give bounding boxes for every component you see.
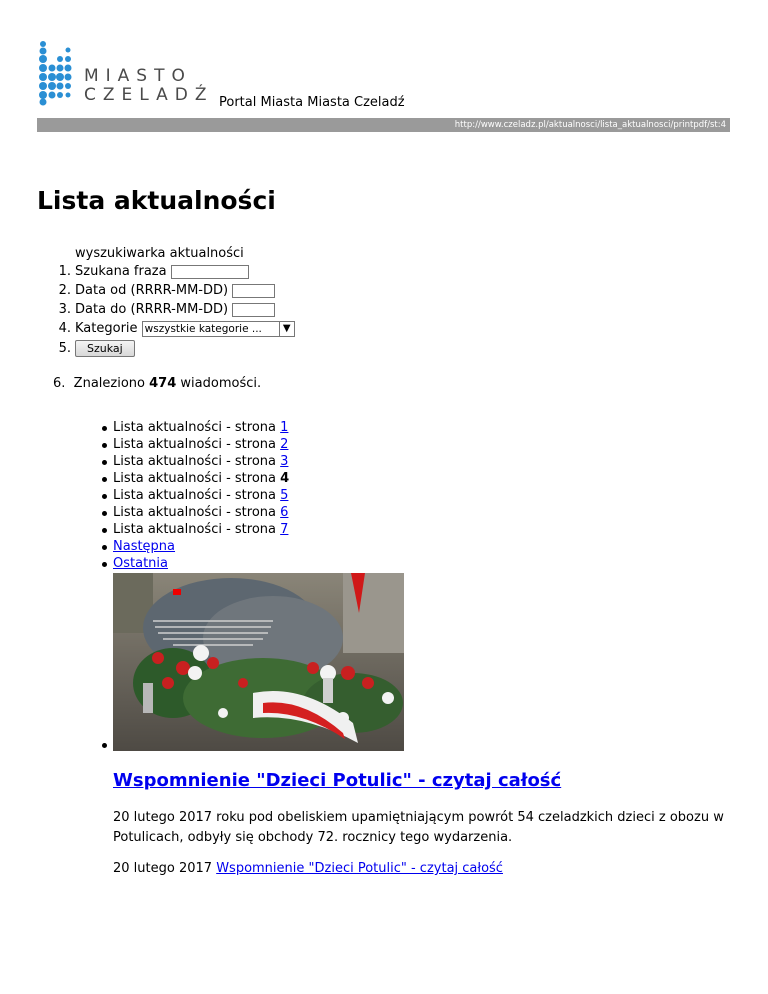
page-item (113, 538, 289, 555)
news-summary: 20 lutego 2017 roku pod obeliskiem upamiętniającym powrót 54 czeladzkich dzieci z obozu w Potulicach, odbyły się obchody 72. rocznicy tego wydarzenia. (113, 810, 724, 845)
search-button[interactable]: Szukaj (75, 340, 135, 357)
date-from-input[interactable] (232, 284, 275, 298)
date-from-label: Data od (RRRR-MM-DD) (75, 283, 229, 298)
page-item: Lista aktualności - strona 1 (113, 420, 289, 435)
dropdown-arrow-icon: ▼ (279, 321, 294, 337)
page-link-3[interactable]: 3 (280, 454, 289, 469)
page-item: Lista aktualności - strona 7 (113, 522, 289, 537)
news-title-link[interactable]: Wspomnienie "Dzieci Potulic" - czytaj całość (113, 770, 562, 791)
page-link-1[interactable]: 1 (280, 420, 289, 435)
logo-dots-icon (38, 40, 78, 106)
submit-row: 5. Szukaj (75, 338, 475, 360)
page-link-6[interactable]: 6 (280, 505, 289, 520)
search-phrase-input[interactable] (171, 265, 249, 279)
last-page-link[interactable]: Ostatnia (113, 556, 168, 571)
logo-text (84, 68, 213, 104)
search-caption: wyszukiwarka aktualności (75, 246, 244, 261)
portal-title: Portal Miasta Miasta Czeladź (219, 95, 405, 110)
news-title (113, 770, 561, 791)
search-phrase-label: Szukana fraza (75, 264, 167, 279)
page-url: http://www.czeladz.pl/aktualnosci/lista_aktualnosci/printpdf/st:4 (37, 118, 730, 132)
results-number: 474 (149, 376, 177, 391)
page-item: Lista aktualności - strona 6 (113, 505, 289, 520)
page-item: Lista aktualności - strona 3 (113, 454, 289, 469)
category-label: Kategorie (75, 321, 138, 336)
search-form (58, 246, 291, 356)
news-bullet (102, 743, 107, 748)
current-page: 4 (280, 471, 290, 486)
date-to-row: 3. Data do (RRRR-MM-DD) (75, 300, 475, 319)
category-select[interactable]: wszystkie kategorie ... ▼ (142, 321, 295, 337)
news-photo[interactable] (113, 573, 404, 751)
page-item (113, 555, 289, 572)
news-date: 20 lutego 2017 (113, 861, 213, 876)
logo-line-2: CZELADŹ (84, 85, 214, 105)
results-count: 6. Znaleziono 474 wiadomości. (53, 376, 262, 391)
next-page-link[interactable]: Następna (113, 539, 176, 554)
logo-line-1: MIASTO (84, 66, 192, 86)
site-logo[interactable] (38, 40, 218, 106)
news-read-more-link[interactable]: Wspomnienie "Dzieci Potulic" - czytaj całość (216, 861, 503, 876)
category-row: 4. Kategorie wszystkie kategorie ... ▼ (75, 319, 475, 338)
news-footer (113, 861, 503, 876)
page-link-5[interactable]: 5 (280, 488, 289, 503)
date-to-input[interactable] (232, 303, 275, 317)
page-title: Lista aktualności (37, 186, 276, 215)
date-from-row: 2. Data od (RRRR-MM-DD) (75, 281, 475, 300)
page-item-current: Lista aktualności - strona 4 (113, 471, 290, 486)
date-to-label: Data do (RRRR-MM-DD) (75, 302, 229, 317)
page-link-7[interactable]: 7 (280, 522, 289, 537)
pagination (113, 419, 289, 572)
page-link-2[interactable]: 2 (280, 437, 289, 452)
page-item: Lista aktualności - strona 5 (113, 488, 289, 503)
page-item: Lista aktualności - strona 2 (113, 437, 289, 452)
search-phrase-row: 1. Szukana fraza (75, 262, 475, 281)
